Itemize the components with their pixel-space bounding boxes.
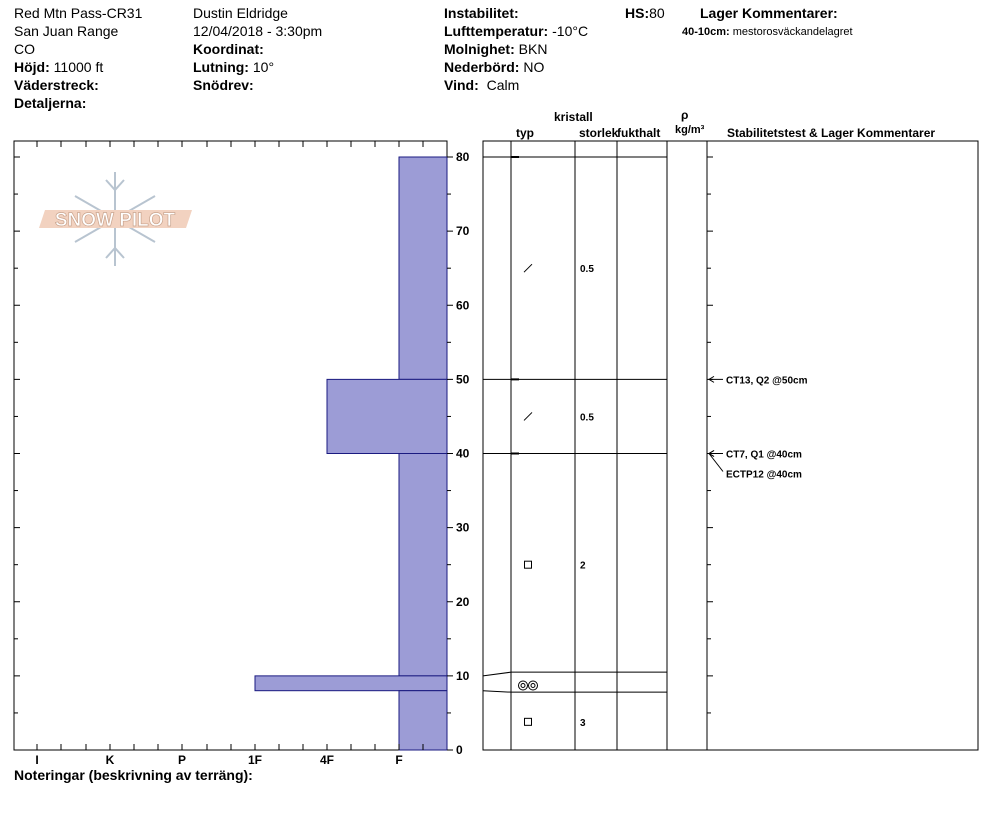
aspect-label: Väderstreck:	[14, 77, 99, 93]
snowpilot-logo	[39, 172, 192, 266]
sky-value: BKN	[518, 41, 548, 57]
moisture-header: fukthalt	[617, 126, 661, 140]
x-label-I: I	[35, 753, 39, 767]
crystal-header: kristall	[554, 110, 593, 124]
meltfreeze-outer	[529, 681, 538, 690]
test-label-2: ECTP12 @40cm	[726, 469, 802, 481]
x-label-1F: 1F	[247, 753, 263, 767]
slope-value: 10°	[252, 59, 275, 75]
details-label: Detaljerna:	[14, 95, 87, 111]
meltfreeze-inner	[521, 684, 525, 688]
crystal-symbol-2	[525, 561, 532, 568]
hs-value: 80	[649, 5, 665, 21]
elevation-value: 11000 ft	[53, 59, 104, 75]
hardness-bar-0	[399, 157, 447, 379]
wind-label: Vind:	[444, 77, 479, 93]
hardness-axis-labels	[35, 753, 402, 767]
y-label-80: 80	[456, 150, 470, 164]
slope-label: Lutning:	[193, 59, 249, 75]
crystal-size-1: 0.5	[580, 412, 594, 424]
crystal-size-2: 2	[580, 560, 586, 572]
hardness-bar-4	[399, 691, 447, 750]
instability-label: Instabilitet:	[444, 5, 519, 21]
crystal-size-4: 3	[580, 717, 586, 729]
hardness-bar-1	[327, 379, 447, 453]
location-name: Red Mtn Pass-CR31	[14, 5, 143, 21]
precip-value: NO	[523, 59, 545, 75]
state-name: CO	[14, 41, 35, 57]
stability-tests	[709, 375, 808, 480]
layer-comment-range: 40-10cm:	[682, 26, 730, 38]
logo-text: SNOW PILOT	[54, 210, 176, 231]
crystal-symbol-4	[525, 718, 532, 725]
hardness-bar-3	[255, 676, 447, 691]
stability-header: Stabilitetstest & Lager Kommentarer	[727, 126, 936, 140]
y-label-30: 30	[456, 520, 470, 535]
range-name: San Juan Range	[14, 23, 119, 39]
type-header: typ	[516, 126, 534, 140]
notes-label: Noteringar (beskrivning av terräng):	[14, 767, 253, 783]
layer-comment-text: mestorosväckandelagret	[732, 26, 853, 38]
layer-table-frame	[483, 141, 978, 750]
meltfreeze-outer	[519, 681, 528, 690]
hardness-bars	[255, 157, 447, 750]
air-temp-label: Lufttemperatur:	[444, 23, 549, 39]
y-label-0: 0	[456, 743, 463, 757]
crystal-symbol-0	[524, 264, 532, 272]
crystal-symbol-3	[519, 681, 538, 690]
y-label-10: 10	[456, 668, 470, 683]
air-temp-value: -10°C	[552, 23, 589, 39]
hardness-bar-2	[399, 454, 447, 676]
y-label-60: 60	[456, 298, 470, 313]
y-label-40: 40	[456, 446, 470, 461]
size-header: storlek	[579, 126, 619, 140]
meltfreeze-inner	[531, 684, 535, 688]
x-label-P: P	[177, 753, 187, 767]
crystal-symbol-1	[524, 412, 532, 420]
test-leader-2	[709, 454, 723, 472]
wind-value: Calm	[486, 77, 520, 93]
precip-label: Nederbörd:	[444, 59, 520, 75]
y-label-20: 20	[456, 594, 470, 609]
observation-datetime: 12/04/2018 - 3:30pm	[193, 23, 323, 39]
sky-label: Molnighet:	[444, 41, 515, 57]
test-label-0: CT13, Q2 @50cm	[726, 375, 808, 387]
coord-label: Koordinat:	[193, 41, 264, 57]
x-label-K: K	[105, 753, 115, 767]
density-unit-header: kg/m³	[675, 124, 705, 136]
drift-label: Snödrev:	[193, 77, 254, 93]
y-label-50: 50	[456, 372, 470, 387]
rho-header: ρ	[681, 108, 689, 122]
observer-name: Dustin Eldridge	[193, 5, 288, 21]
y-label-70: 70	[456, 224, 470, 239]
depth-axis-labels	[456, 150, 470, 757]
hs-label: HS:	[625, 5, 650, 21]
layer-comments-label: Lager Kommentarer:	[700, 5, 838, 21]
crystal-symbols	[519, 264, 595, 729]
x-label-4F: 4F	[319, 753, 335, 767]
test-label-1: CT7, Q1 @40cm	[726, 449, 802, 461]
elevation-label: Höjd:	[14, 59, 50, 75]
crystal-size-0: 0.5	[580, 264, 594, 276]
x-label-F: F	[395, 753, 403, 767]
